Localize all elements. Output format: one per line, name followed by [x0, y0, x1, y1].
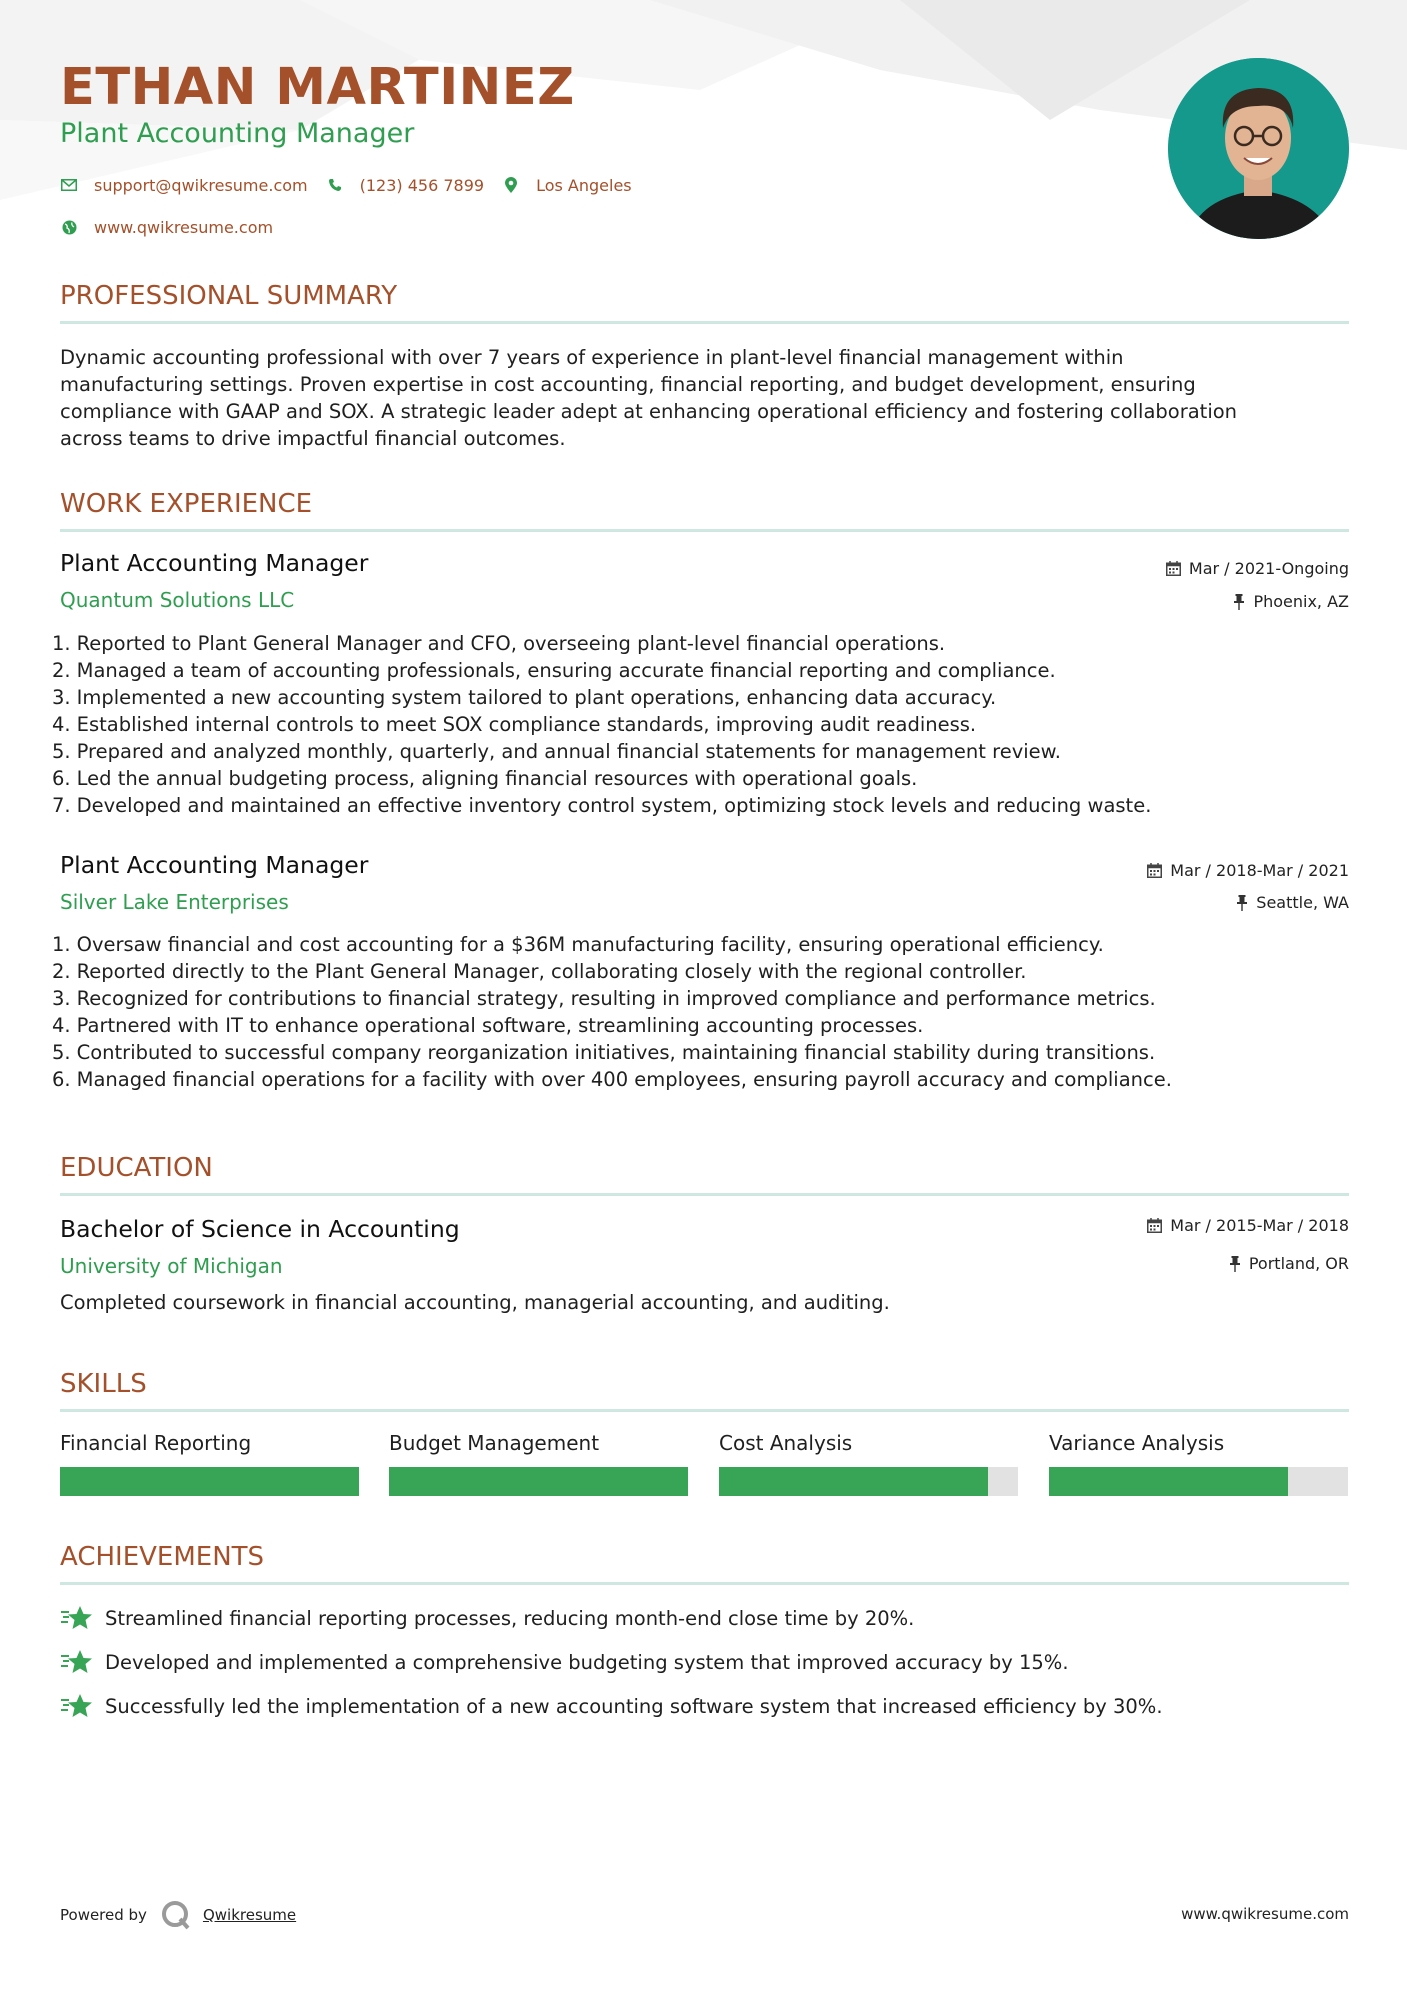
globe-icon	[60, 218, 78, 236]
experience-section-header	[60, 489, 1349, 519]
list-number: 2 .	[52, 958, 71, 985]
list-text: Reported directly to the Plant General Manager, collaborating closely with the regional controller.	[76, 960, 1027, 983]
summary-heading: PROFESSIONAL SUMMARY	[60, 281, 398, 311]
contact-row-secondary	[60, 214, 291, 240]
skill-name: Variance Analysis	[1049, 1431, 1225, 1455]
location-pin-icon	[502, 176, 520, 194]
summary-line: compliance with GAAP and SOX. A strategic leader adept at enhancing operational efficiency and fostering collaboration	[60, 400, 1238, 423]
email-icon	[60, 176, 78, 194]
pushpin-icon	[1233, 594, 1245, 610]
footer-website[interactable]: www.qwikresume.com	[1181, 1905, 1349, 1923]
email-link[interactable]: support@qwikresume.com	[94, 175, 308, 195]
achievement-text: Developed and implemented a comprehensive budgeting system that improved accuracy by 15%.	[105, 1650, 1069, 1674]
list-item	[52, 765, 1349, 792]
skill-level-bar	[389, 1467, 688, 1496]
education-dates	[1147, 1216, 1349, 1235]
section-divider	[60, 1409, 1349, 1412]
summary-section-header	[60, 281, 1349, 311]
powered-by-label: Powered by	[60, 1906, 147, 1924]
skill-name: Budget Management	[389, 1431, 600, 1455]
list-item	[52, 657, 1349, 684]
pushpin-icon	[1236, 895, 1248, 911]
job-dates	[1147, 861, 1349, 880]
section-divider	[60, 529, 1349, 532]
summary-line: Dynamic accounting professional with over 7 years of experience in plant-level financial management within	[60, 346, 1124, 369]
list-number: 5 .	[52, 738, 71, 765]
skill-item	[389, 1431, 688, 1455]
skill-item	[1049, 1431, 1348, 1455]
list-text: Managed a team of accounting professionals, ensuring accurate financial reporting and compliance.	[76, 659, 1056, 682]
list-text: Recognized for contributions to financial strategy, resulting in improved compliance and performance metrics.	[76, 987, 1156, 1010]
star-award-icon	[60, 1605, 93, 1631]
footer-powered-by	[60, 1900, 296, 1930]
list-text: Partnered with IT to enhance operational software, streamlining accounting processes.	[76, 1014, 924, 1037]
calendar-icon	[1166, 561, 1181, 576]
job-location	[1233, 592, 1349, 611]
list-item	[52, 958, 1349, 985]
list-number: 6 .	[52, 1066, 71, 1093]
section-divider	[60, 1582, 1349, 1585]
achievement-item	[60, 1693, 1163, 1719]
education-location-text: Portland, OR	[1248, 1254, 1349, 1273]
skill-level-bar	[1049, 1467, 1348, 1496]
list-number: 4 .	[52, 711, 71, 738]
list-item	[52, 1039, 1349, 1066]
calendar-icon	[1147, 1218, 1162, 1233]
list-number: 6 .	[52, 765, 71, 792]
skill-item	[719, 1431, 1018, 1455]
skill-name: Cost Analysis	[719, 1431, 853, 1455]
list-item	[52, 792, 1349, 819]
list-text: Reported to Plant General Manager and CFO, overseeing plant-level financial operations.	[76, 632, 946, 655]
list-number: 1 .	[52, 630, 71, 657]
candidate-name: ETHAN MARTINEZ	[60, 58, 575, 117]
list-item	[52, 931, 1349, 958]
achievement-item	[60, 1649, 1069, 1675]
phone-icon	[326, 176, 344, 194]
list-item	[52, 684, 1349, 711]
skill-level-fill	[1049, 1467, 1288, 1496]
star-award-icon	[60, 1649, 93, 1675]
list-number: 4 .	[52, 1012, 71, 1039]
education-location	[1229, 1254, 1349, 1273]
section-divider	[60, 321, 1349, 324]
list-text: Established internal controls to meet SOX compliance standards, improving audit readiness.	[76, 713, 977, 736]
achievement-text: Streamlined financial reporting processes, reducing month-end close time by 20%.	[105, 1606, 915, 1630]
list-number: 5 .	[52, 1039, 71, 1066]
skills-heading: SKILLS	[60, 1369, 147, 1399]
list-item	[52, 1012, 1349, 1039]
job-bullets	[52, 931, 1349, 1093]
job-company: Quantum Solutions LLC	[60, 588, 295, 612]
job-title: Plant Accounting Manager	[60, 851, 369, 879]
star-award-icon	[60, 1693, 93, 1719]
list-item	[52, 985, 1349, 1012]
list-text: Contributed to successful company reorganization initiatives, maintaining financial stability during transitions.	[76, 1041, 1156, 1064]
achievements-section-header	[60, 1542, 1349, 1572]
list-number: 1 .	[52, 931, 71, 958]
job-dates	[1166, 559, 1349, 578]
list-number: 3 .	[52, 684, 71, 711]
education-dates-text: Mar / 2015-Mar / 2018	[1170, 1216, 1349, 1235]
skill-level-fill	[719, 1467, 988, 1496]
school-name: University of Michigan	[60, 1254, 283, 1278]
list-item	[52, 711, 1349, 738]
skill-level-fill	[60, 1467, 359, 1496]
list-number: 2 .	[52, 657, 71, 684]
skill-item	[60, 1431, 359, 1455]
skill-level-bar	[60, 1467, 359, 1496]
candidate-title: Plant Accounting Manager	[60, 118, 415, 149]
job-dates-text: Mar / 2021-Ongoing	[1188, 559, 1349, 578]
achievement-item	[60, 1605, 914, 1631]
list-text: Led the annual budgeting process, aligning financial resources with operational goals.	[76, 767, 918, 790]
experience-heading: WORK EXPERIENCE	[60, 489, 313, 519]
list-item	[52, 630, 1349, 657]
job-bullets	[52, 630, 1349, 819]
summary-paragraph	[60, 344, 1349, 452]
job-company: Silver Lake Enterprises	[60, 890, 289, 914]
contact-row-primary	[60, 172, 650, 198]
list-text: Managed financial operations for a facility with over 400 employees, ensuring payroll accuracy and compliance.	[76, 1068, 1172, 1091]
job-location-text: Phoenix, AZ	[1253, 592, 1349, 611]
list-text: Developed and maintained an effective inventory control system, optimizing stock levels and reducing waste.	[76, 794, 1152, 817]
qwikresume-link[interactable]: Qwikresume	[202, 1906, 297, 1924]
list-item	[52, 738, 1349, 765]
skill-name: Financial Reporting	[60, 1431, 252, 1455]
phone-text: (123) 456 7899	[359, 175, 485, 195]
education-description: Completed coursework in financial accounting, managerial accounting, and auditing.	[60, 1291, 890, 1314]
skill-level-fill	[389, 1467, 688, 1496]
degree-title: Bachelor of Science in Accounting	[60, 1215, 460, 1243]
website-link[interactable]: www.qwikresume.com	[94, 217, 274, 237]
job-dates-text: Mar / 2018-Mar / 2021	[1170, 861, 1349, 880]
job-title: Plant Accounting Manager	[60, 549, 369, 577]
summary-line: manufacturing settings. Proven expertise in cost accounting, financial reporting, and budget development, ensuring	[60, 373, 1196, 396]
location-text: Los Angeles	[536, 175, 632, 195]
list-item	[52, 1066, 1349, 1093]
qwikresume-logo-icon	[161, 1900, 191, 1930]
section-divider	[60, 1193, 1349, 1196]
list-text: Oversaw financial and cost accounting for a $36M manufacturing facility, ensuring operational efficiency.	[76, 933, 1104, 956]
list-text: Implemented a new accounting system tailored to plant operations, enhancing data accuracy.	[76, 686, 997, 709]
list-number: 3 .	[52, 985, 71, 1012]
job-location-text: Seattle, WA	[1256, 893, 1349, 912]
achievements-heading: ACHIEVEMENTS	[60, 1542, 265, 1572]
education-heading: EDUCATION	[60, 1153, 213, 1183]
achievement-text: Successfully led the implementation of a new accounting software system that increased efficiency by 30%.	[105, 1694, 1163, 1718]
job-location	[1236, 893, 1349, 912]
pushpin-icon	[1229, 1256, 1241, 1272]
list-text: Prepared and analyzed monthly, quarterly, and annual financial statements for management review.	[76, 740, 1062, 763]
skills-section-header	[60, 1369, 1349, 1399]
summary-line: across teams to drive impactful financial outcomes.	[60, 427, 566, 450]
skill-level-bar	[719, 1467, 1018, 1496]
education-section-header	[60, 1153, 1349, 1183]
calendar-icon	[1147, 863, 1162, 878]
profile-photo	[1168, 58, 1349, 239]
list-number: 7 .	[52, 792, 71, 819]
